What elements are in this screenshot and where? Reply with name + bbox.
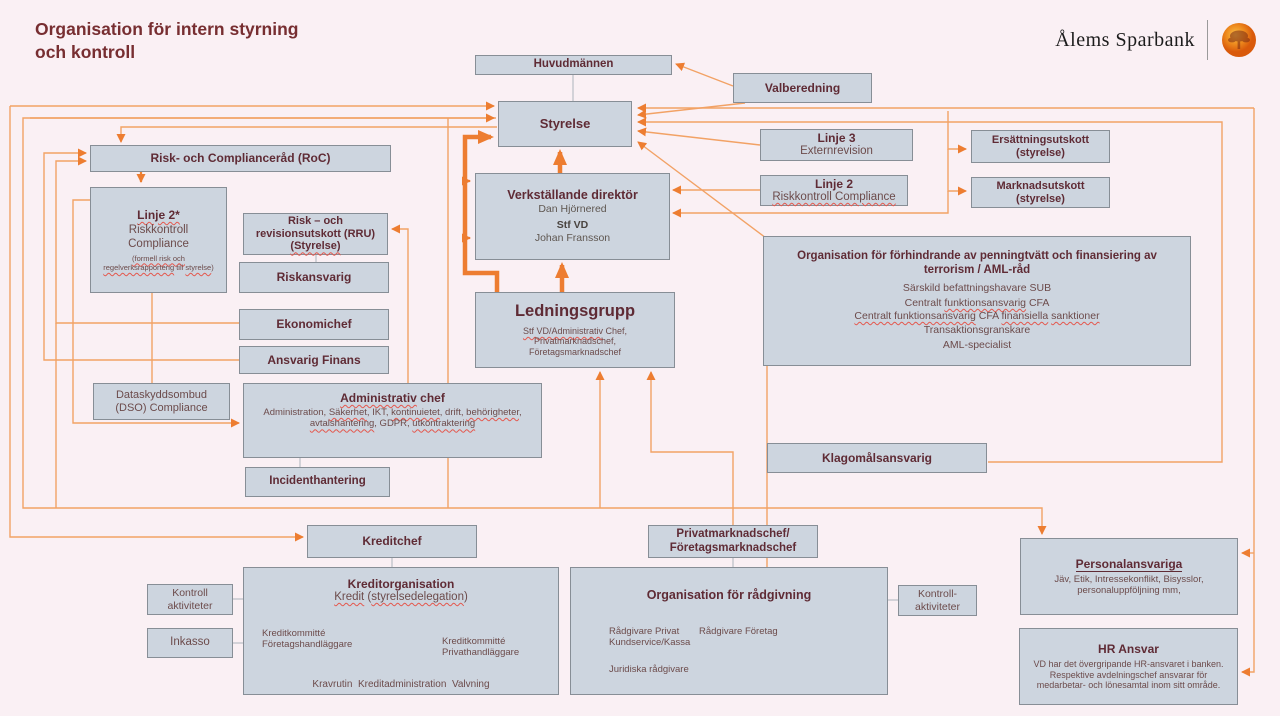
aml-line5: AML-specialist [942, 338, 1012, 351]
text-segment: , IKT, [366, 407, 392, 419]
node-small2 [103, 263, 213, 272]
text-segment: , [519, 407, 522, 419]
node-label: Styrelse [539, 116, 591, 132]
node-line1: Jäv, Etik, Intressekonflikt, Bisysslor, [1054, 573, 1204, 585]
col-line: Kreditkommitté [262, 628, 326, 639]
node-inkasso [147, 628, 233, 658]
item-line: Rådgivare Privat [609, 626, 680, 637]
connector [651, 372, 733, 525]
text-segment: Administrativ [340, 391, 417, 405]
node-label: Valberedning [764, 80, 841, 95]
text-segment: (Styrelse) [290, 240, 341, 253]
connector [392, 229, 408, 383]
node-label: Riskansvarig [276, 270, 352, 285]
logo-divider [1207, 20, 1208, 60]
juridiska-radgivare: Juridiska rådgivare [609, 664, 689, 675]
node-line1 [263, 407, 521, 418]
text-segment: chef [416, 391, 445, 405]
node-incidenthantering [245, 467, 390, 497]
node-line3: medarbetar- och lönesamtal inom sitt område. [1036, 680, 1221, 691]
node-risk-och-compliancerad [90, 145, 391, 172]
connector [948, 149, 966, 191]
text-segment: regelverksrapporterig [103, 262, 175, 272]
kravrutin-label: Kravrutin [312, 679, 353, 690]
node-hr-ansvar [1019, 628, 1238, 705]
text-segment: Riskkontroll Compliance [772, 190, 896, 203]
text-segment: utkontraktering [412, 418, 476, 430]
node-label: Huvudmännen [533, 58, 614, 71]
node-ersattningsutskott [971, 130, 1110, 163]
node-linje2-star [90, 187, 227, 293]
node-verkstallande-direktor [475, 173, 670, 260]
node-line1: VD har det övergripande HR-ansvaret i banken. [1033, 659, 1224, 670]
node-linje2-riskkontroll-compliance [760, 175, 908, 206]
node-aml-organisation [763, 236, 1191, 366]
connector [1242, 108, 1254, 672]
node-line1: Kontroll- [917, 588, 958, 601]
node-title: Verkställande direktör [507, 187, 638, 202]
node-label: Risk- och Complianceråd (RoC) [150, 151, 331, 166]
text-segment: kontinuietet [391, 407, 440, 419]
text-segment: ) [211, 262, 214, 272]
connector [638, 103, 745, 115]
aml-line2 [905, 296, 1050, 311]
page-title [35, 18, 299, 64]
node-styrelse [498, 101, 632, 147]
page-title-line2: och kontroll [35, 41, 136, 62]
radgivare-privat [609, 626, 690, 648]
bank-emblem-icon [1220, 21, 1258, 59]
text-segment: Centralt [904, 296, 945, 309]
node-label: Ansvarig Finans [267, 352, 361, 367]
node-title [340, 391, 445, 405]
node-privatmarknadschef [648, 525, 818, 558]
node-sub3: Företagsmarknadschef [528, 347, 622, 358]
node-riskansvarig [239, 262, 389, 293]
node-line2: aktiviteter [167, 599, 213, 612]
text-segment: Linje 2* [137, 207, 180, 222]
aml-line1: Särskild befattningshavare SUB [902, 281, 1052, 294]
node-line2: (styrelse) [1016, 192, 1065, 205]
node-line2 [310, 418, 475, 429]
text-segment: funktionsansvarig [944, 296, 1027, 309]
text-segment: Kredit [334, 591, 365, 604]
node-klagomalsansvarig [767, 443, 987, 473]
connector [948, 111, 966, 149]
node-label: Incidenthantering [269, 475, 366, 488]
node-title [137, 208, 180, 223]
node-kontrollaktiviteter-right [898, 585, 977, 616]
text-segment: (formell risk och [132, 253, 185, 263]
kreditadministration-label: Kreditadministration [358, 679, 447, 690]
node-line1: Kontroll [172, 587, 208, 600]
node-line2: (DSO) Compliance [115, 401, 208, 414]
text-segment: styrelse [185, 262, 212, 272]
text-segment: Administration, [263, 407, 329, 419]
stf-vd-title: Stf VD [556, 219, 589, 232]
radgivare-foretag: Rådgivare Företag [699, 626, 778, 637]
item-line: Kundservice/Kassa [609, 637, 691, 649]
brand-logo [1055, 20, 1258, 60]
node-title: Linje 2 [814, 176, 853, 191]
node-small1 [132, 254, 185, 263]
text-segment: , drift, [439, 407, 467, 419]
node-kreditorganisation [243, 567, 559, 695]
connector [55, 508, 1042, 534]
text-segment: Chef, [603, 325, 628, 336]
aml-title1: Organisation för förhindrande av penningtvätt och finansiering av [797, 249, 1157, 262]
node-line3 [290, 240, 340, 253]
node-title: Organisation för rådgivning [646, 588, 812, 602]
aml-line4: Transaktionsgranskare [923, 323, 1031, 336]
aml-title2: terrorism / AML-råd [923, 264, 1031, 277]
text-segment: behörigheter [466, 407, 519, 419]
node-title: Personalansvariga [1075, 556, 1183, 571]
connector [121, 127, 497, 142]
stf-vd-name: Johan Fransson [534, 232, 611, 245]
valvning-label: Valvning [451, 679, 490, 690]
node-line1: Marknadsutskott [996, 179, 1085, 192]
kreditkommitte-privat [442, 636, 519, 658]
node-line1: Ersättningsutskott [991, 133, 1090, 146]
col-line: Företagshandläggare [262, 639, 353, 651]
node-line1: Privatmarknadschef/ [676, 527, 790, 540]
text-segment: CFA [1026, 296, 1050, 309]
text-segment: sanktioner [1051, 310, 1100, 323]
text-segment: Säkerhet [328, 407, 367, 419]
node-label: Kreditchef [362, 534, 422, 549]
node-line2: Respektive avdelningschef ansvarar för [1049, 669, 1208, 680]
node-personalansvariga [1020, 538, 1238, 615]
node-line2: (styrelse) [1016, 146, 1065, 159]
node-linje3-externrevision [760, 129, 913, 161]
text-segment: ( [364, 591, 372, 604]
connector [676, 64, 733, 86]
node-title: HR Ansvar [1098, 642, 1159, 656]
node-line1: Dataskyddsombud [115, 388, 208, 401]
node-marknadsutskott [971, 177, 1110, 208]
node-subtitle [334, 591, 468, 605]
node-kreditchef [307, 525, 477, 558]
node-valberedning [733, 73, 872, 103]
text-segment: CFA [975, 310, 1002, 323]
text-segment: avtalshantering [309, 418, 375, 430]
kreditkommitte-foretag [262, 628, 352, 650]
brand-name: Ålems Sparbank [1055, 28, 1195, 51]
node-administrativ-chef [243, 383, 542, 458]
vd-name: Dan Hjörnered [538, 203, 607, 216]
col-line: Privathandläggare [442, 647, 520, 659]
node-huvudmannen [475, 55, 672, 75]
node-title: Linje 3 [817, 131, 856, 146]
node-line2: revisionsutskott (RRU) [255, 227, 376, 240]
node-ekonomichef [239, 309, 389, 340]
node-organisation-for-radgivning [570, 567, 888, 695]
node-label: Inkasso [170, 636, 210, 649]
text-segment: styrelsedelegation [371, 591, 464, 604]
node-subtitle: Externrevision [800, 145, 873, 158]
node-subtitle [772, 191, 895, 205]
connector [638, 131, 760, 145]
kreditorg-bottom-items [244, 679, 558, 691]
text-segment: ) [463, 591, 468, 604]
node-title: Ledningsgrupp [514, 302, 636, 321]
node-line2: personaluppföljning mm, [1077, 585, 1181, 597]
page-title-line1: Organisation för intern styrning [35, 19, 299, 39]
text-segment: , GDPR, [374, 418, 413, 430]
node-line1: Riskkontroll [128, 223, 189, 236]
text-segment: Centralt funktionsansvarig [854, 310, 976, 323]
node-sub2: Privatmarknadschef, [533, 336, 617, 347]
node-risk-och-revisionsutskott [243, 213, 388, 255]
node-line1: Risk – och [287, 214, 344, 227]
node-sub1 [523, 326, 627, 337]
node-kontrollaktiviteter-left [147, 584, 233, 615]
node-label: Klagomålsansvarig [821, 450, 933, 465]
node-line2: Företagsmarknadschef [669, 541, 797, 554]
text-segment: finansiella [1001, 310, 1049, 323]
text-segment: Stf VD/Administrativ [522, 325, 603, 336]
text-segment: till [174, 262, 186, 272]
col-line: Kreditkommitté [442, 636, 506, 647]
node-dataskyddsombud [93, 383, 230, 420]
node-label: Ekonomichef [276, 317, 352, 332]
node-ledningsgrupp [475, 292, 675, 368]
node-line2: aktiviteter [915, 600, 960, 613]
node-line2: Compliance [128, 238, 189, 251]
node-title: Kreditorganisation [347, 577, 455, 591]
aml-line3 [854, 311, 1099, 323]
node-ansvarig-finans [239, 346, 389, 374]
